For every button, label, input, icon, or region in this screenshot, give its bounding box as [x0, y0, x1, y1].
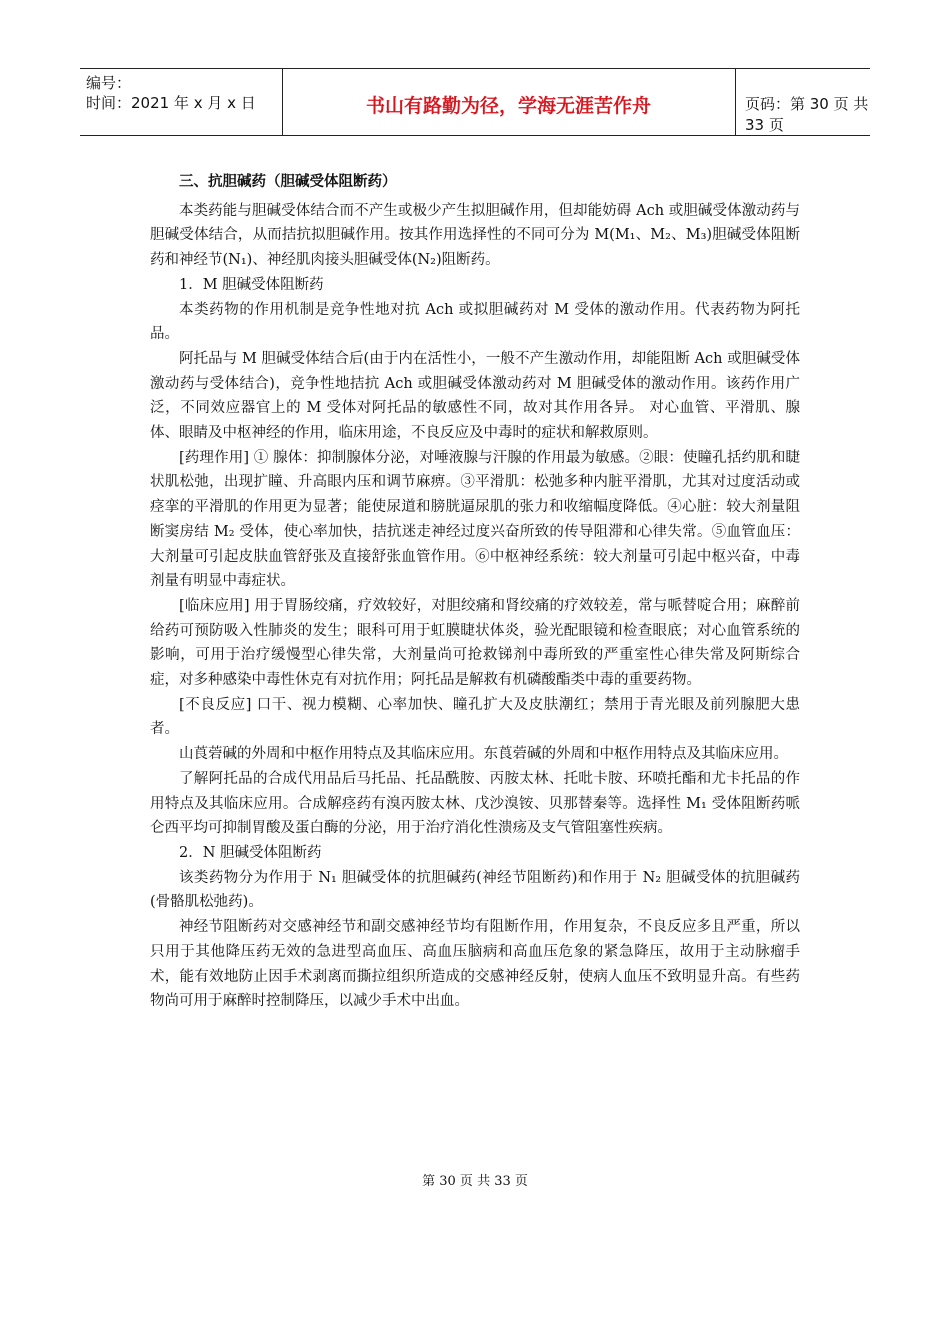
paragraph: 本类药物的作用机制是竞争性地对抗 Ach 或拟胆碱药对 M 受体的激动作用。代表药物为阿托品。 — [150, 301, 800, 343]
header-motto-cell — [282, 69, 736, 135]
subheading: 1．M 胆碱受体阻断药 — [179, 276, 324, 293]
motto-text: 书山有路勤为径，学海无涯苦作舟 — [365, 95, 651, 117]
paragraph: 本类药能与胆碱受体结合而不产生或极少产生拟胆碱作用，但却能妨碍 Ach 或胆碱受体激动药与胆碱受体结合，从而拮抗拟胆碱作用。按其作用选择性的不同可分为 M(M₁、M₂、M₃)胆碱受体阻断药和神经节(N₁)、神经肌肉接头胆碱受体(N₂)阻断药。 — [150, 202, 800, 269]
paragraph: 阿托品与 M 胆碱受体结合后(由于内在活性小，一般不产生激动作用，却能阻断 Ach 或胆碱受体激动药与受体结合)，竞争性地拮抗 Ach 或胆碱受体激动药对 M 胆碱受体的激动作用。该药作用广泛，不同效应器官上的 M 受体对阿托品的敏感性不同，故对其作用各异。 对心血管、平滑肌、腺体、眼睛及中枢神经的作用，临床用途，不良反应及中毒时的症状和解救原则。 — [150, 350, 800, 442]
paragraph: [药理作用] ① 腺体：抑制腺体分泌，对唾液腺与汗腺的作用最为敏感。②眼：使瞳孔括约肌和睫状肌松弛，出现扩瞳、升高眼内压和调节麻痹。③平滑肌：松弛多种内脏平滑肌，尤其对过度活动或痉挛的平滑肌的作用更为显著；能使尿道和膀胱逼尿肌的张力和收缩幅度降低。④心脏：较大剂量阻断窦房结 M₂ 受体，使心率加快，拮抗迷走神经过度兴奋所致的传导阻滞和心律失常。⑤血管血压：大剂量可引起皮肤血管舒张及直接舒张血管作用。⑥中枢神经系统：较大剂量可引起中枢兴奋，中毒剂量有明显中毒症状。 — [150, 449, 800, 590]
paragraph: 山莨菪碱的外周和中枢作用特点及其临床应用。东莨菪碱的外周和中枢作用特点及其临床应用。 — [179, 746, 788, 763]
header-page-cell — [735, 69, 870, 135]
page-footer: 第 30 页 共 33 页 — [422, 1174, 528, 1189]
paragraph: 神经节阻断药对交感神经节和副交感神经节均有阻断作用，作用复杂，不良反应多且严重，所以只用于其他降压药无效的急进型高血压、高血压脑病和高血压危象的紧急降压，故用于主动脉瘤手术，能有效地防止因手术剥离而撕拉组织所造成的交感神经反射，使病人血压不致明显升高。有些药物尚可用于麻醉时控制降压，以减少手术中出血。 — [150, 919, 800, 1010]
number-label: 编号： — [86, 74, 132, 92]
paragraph: [临床应用] 用于胃肠绞痛，疗效较好，对胆绞痛和肾绞痛的疗效较差，常与哌替啶合用；麻醉前给药可预防吸入性肺炎的发生；眼科可用于虹膜睫状体炎，验光配眼镜和检查眼底；对心血管系统的影响，可用于治疗缓慢型心律失常，大剂量尚可抢救锑剂中毒所致的严重室性心律失常及阿斯综合症，对多种感染中毒性休克有对抗作用；阿托品是解救有机磷酸酯类中毒的重要药物。 — [150, 597, 800, 689]
subheading: 2．N 胆碱受体阻断药 — [179, 844, 322, 861]
document-body — [150, 170, 800, 1014]
section-heading: 三、抗胆碱药（胆碱受体阻断药） — [179, 174, 397, 190]
paragraph: 该类药物分为作用于 N₁ 胆碱受体的抗胆碱药(神经节阻断药)和作用于 N₂ 胆碱受体的抗胆碱药(骨骼肌松弛药)。 — [150, 869, 800, 911]
date-label: 时间：2021 年 x 月 x 日 — [86, 94, 256, 112]
header-info-cell — [80, 69, 283, 135]
paragraph: [不良反应] 口干、视力模糊、心率加快、瞳孔扩大及皮肤潮红；禁用于青光眼及前列腺肥大患者。 — [150, 696, 800, 738]
page-number-label: 页码：第 30 页 共 33 页 — [745, 95, 869, 134]
document-header — [80, 68, 870, 136]
paragraph: 了解阿托品的合成代用品后马托品、托品酰胺、丙胺太林、托吡卡胺、环喷托酯和尤卡托品的作用特点及其临床应用。合成解痉药有溴丙胺太林、戊沙溴铵、贝那替秦等。选择性 M₁ 受体阻断药哌仑西平均可抑制胃酸及蛋白酶的分泌，用于治疗消化性溃疡及支气管阻塞性疾病。 — [150, 770, 800, 837]
